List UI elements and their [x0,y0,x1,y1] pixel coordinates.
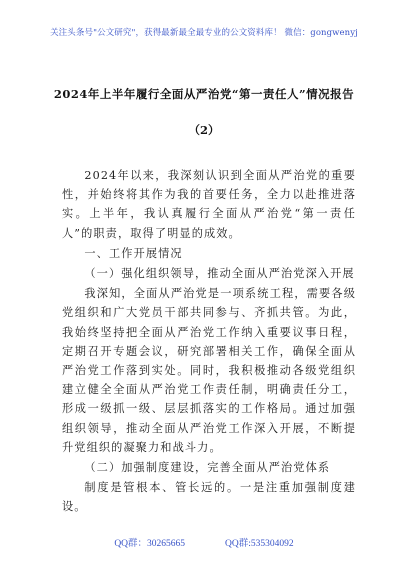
body-paragraph-organization: 我深知，全面从严治党是一项系统工程，需要各级党组织和广大党员干部共同参与、齐抓共管。为此，我始终坚持把全面从严治党工作纳入重要议事日程，定期召开专题会议，研究部署相关工作，确保全面从严治党工作落到实处。同时，我积极推动各级党组织建立健全全面从严治党工作责任制，明确责任分工，形成一级抓一级、层层抓落实的工作格局。通过加强组织领导，推动全面从严治党工作深入开展，不断提升党组织的凝聚力和战斗力。 [62,287,356,454]
footer-contact [0,535,408,549]
header-promo-note: 关注头条号"公文研究"，获得最新最全最专业的公文资料库！ 微信：gongwenyj [50,28,358,38]
body-paragraph-system: 制度是管根本、管长远的。一是注重加强制度建设。 [62,481,356,514]
footer-qq-group-2: QQ群:535304092 [225,539,294,549]
body-paragraph-intro: 2024年以来，我深刻认识到全面从严治党的重要性，并始终将其作为我的首要任务，全力以赴推进落实。上半年，我认真履行全面从严治党“第一责任人”的职责，取得了明显的成效。 [62,169,356,240]
footer-qq-group-1: QQ群：30265665 [114,539,186,549]
document-title: 2024年上半年履行全面从严治党“第一责任人”情况报告 [53,87,355,101]
document-number: （2） [188,123,220,137]
section-heading-work-status: 一、工作开展情况 [84,246,183,260]
document-body [62,166,356,518]
subsection-heading-system: （二）加强制度建设，完善全面从严治党体系 [84,461,331,475]
subsection-heading-organization: （一）强化组织领导，推动全面从严治党深入开展 [84,267,355,281]
